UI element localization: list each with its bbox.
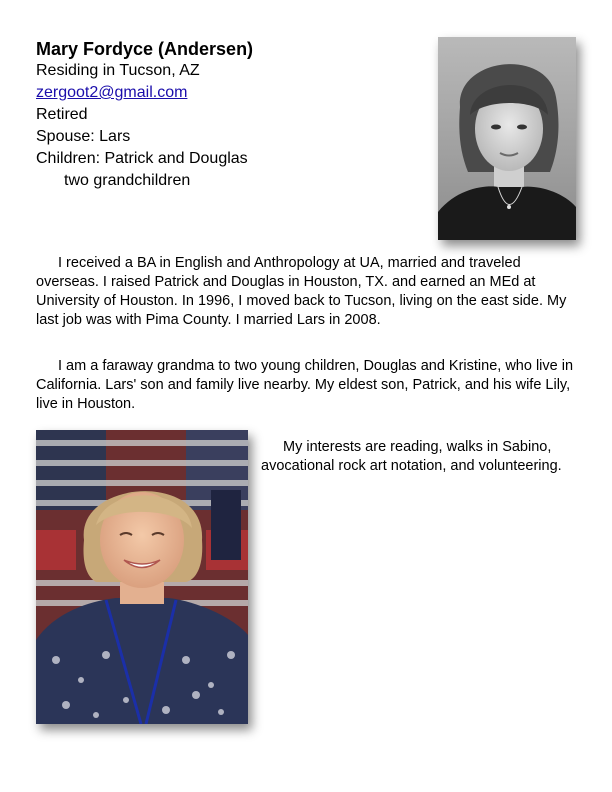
current-portrait-image: [36, 430, 248, 724]
bio-paragraph-1: I received a BA in English and Anthropology at UA, married and traveled overseas. I raised Patrick and Douglas in Houston, TX. and earned an MEd at University of Houston. In 1996, I moved back to Tucson, living on the east side. My last job was with Pima County. I married Lars in 2008.: [36, 255, 567, 328]
yearbook-portrait-image: [438, 37, 576, 240]
grandchildren: two grandchildren: [64, 172, 191, 189]
profile-header: [36, 38, 416, 192]
children: Children: Patrick and Douglas: [36, 150, 248, 167]
person-name: Mary Fordyce (Andersen): [36, 39, 254, 59]
residence: Residing in Tucson, AZ: [36, 62, 200, 79]
current-photo: [36, 430, 248, 724]
status: Retired: [36, 106, 88, 123]
yearbook-photo: [438, 37, 576, 240]
spouse: Spouse: Lars: [36, 128, 131, 145]
email-link[interactable]: zergoot2@gmail.com: [36, 84, 188, 101]
interests-paragraph: My interests are reading, walks in Sabino, avocational rock art notation, and volunteering.: [261, 439, 562, 474]
bio-paragraph-2: I am a faraway grandma to two young children, Douglas and Kristine, who live in California. Lars' son and family live nearby. My eldest son, Patrick, and his wife Lily, live in Houston.: [36, 358, 574, 412]
